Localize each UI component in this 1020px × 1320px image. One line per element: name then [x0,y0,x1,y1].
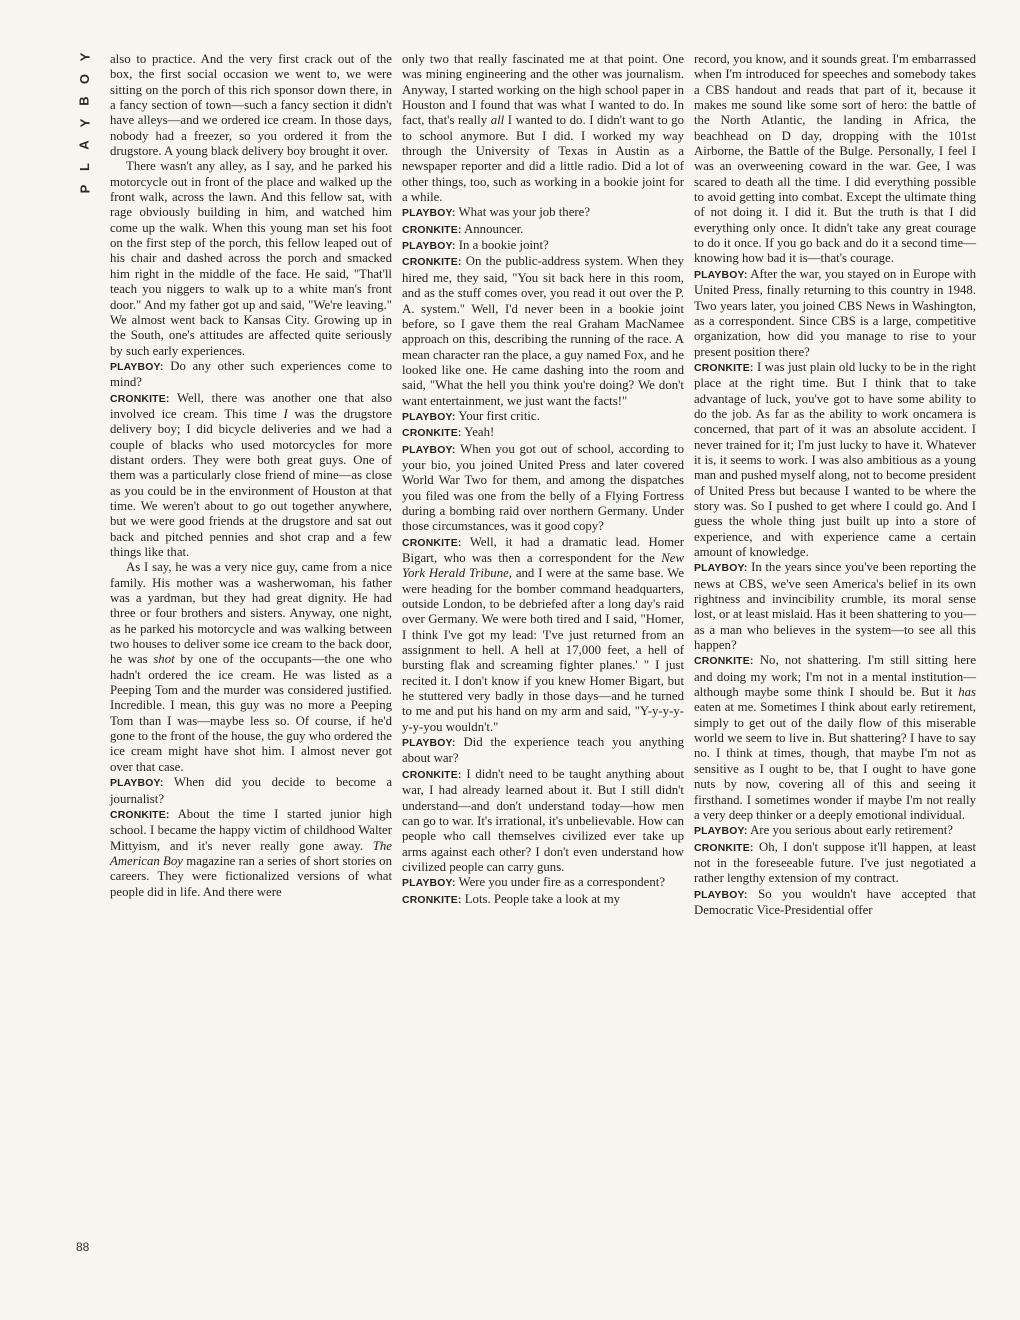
question-text: When you got out of school, according to your bio, you joined United Press and later covered World War Two for them, and among the dispatches you filed was one from the belly of a Flying Fortress during a bombing raid over northern Germany. Under those circumstances, was it good copy? [402,441,684,534]
italic-text: has [958,685,976,700]
question-text: Did the experience teach you anything about war? [402,735,684,766]
answer-text: About the time I started junior high school. I became the happy victim of childhood Walter Mittyism, and it's never really gone away. [110,806,392,853]
answer [694,653,976,823]
question [694,267,976,360]
italic-text: New York Herald Tribune, [402,551,684,581]
text-column-3 [694,52,976,918]
speaker-label: PLAYBOY: [402,208,456,220]
italic-text: I [283,406,288,421]
masthead-letter: O [77,73,92,85]
question [694,823,976,839]
paragraph: record, you know, and it sounds great. I'm embarrassed when I'm introduced for speeches and somebody takes a CBS handout and reads that part of it, because it makes me sound like some sort of hero: the battle of the North Atlantic, the landing in Africa, the beachhead on D day, dropping with the 101st Airborne, the Battle of the Bulge. Personally, I feel I was an overweening coward in the war. Gee, I was scared to death all the time. I did everything possible to avoid getting into combat. Except the ultimate thing of not doing it. I did it. But the truth is that I did everything only once. It didn't take any great courage to do it once. If you go back and do it a second time—knowing how bad it is—that's courage. [694,52,976,266]
speaker-label: CRONKITE: [694,656,754,668]
answer-text: I didn't need to be taught anything about war, I had already learned about it. But I still didn't understand—and don't understand today—how men can go to war. It's irrational, it's unbelievable. How can people who call themselves civilized ever take up arms against each other? I don't even understand how civilized people can carry guns. [402,766,685,874]
masthead-letter: Y [76,118,92,128]
masthead-letter: Y [76,52,92,62]
answer-text: Well, there was another one that also involved ice cream. This time [110,390,392,421]
answer-text: and I were at the same base. We were heading for the bomber command headquarters, outside London, to be debriefed after a long day's raid over Germany. We were both tired and I said, "Homer, I think I've got my lead: 'I've just returned from an assignment to hell. A hell at 17,000 feet, a hell of bursting flak and screaming fighter planes.' " I just recited it. I don't know if you knew Homer Bigart, but he stuttered very badly in those days—and he turned to me and put his hand on my arm and said, "Y-y-y-y-y-y-you wouldn't." [402,566,684,734]
speaker-label: PLAYBOY: [694,826,748,838]
speaker-label: PLAYBOY: [402,738,456,750]
question [402,442,684,535]
answer [402,222,684,238]
page-number: 88 [76,1240,90,1254]
answer [402,892,684,908]
italic-text: The American Boy [110,838,392,868]
paragraph-text: by one of the occupants—the one who hadn't ordered the ice cream. He was listed as a Peeping Tom and the murder was considered justified. Incredible. I mean, this guy was no more a Peeping Tom than I was—maybe less so. Of course, if he'd gone to the front of the house, the guy who ordered the ice cream might have shot him. I almost never got over that case. [110,652,392,774]
paragraph: There wasn't any alley, as I say, and he parked his motorcycle out in front of the place and walked up the front walk, across the lawn. And this fellow sat, with rage obviously building in him, and watched him come up the walk. When this young man set his foot on the first step of the porch, this fellow leaped out of his chair and dashed across the porch and smacked him right in the middle of the face. He said, "That'll teach you niggers to walk up to a white man's front door." And my father got up and said, "We're leaving." We almost went back to Kansas City. Growing up in the South, one's attitudes are affected quite seriously by such early experiences. [110,159,392,358]
answer [694,840,976,887]
speaker-label: PLAYBOY: [694,889,748,901]
question-text: In the years since you've been reporting the news at CBS, we've seen America's belief in its own rightness and invincibility crumble, its moral sense lost, or at least mislaid. Has it been shattering to you—as a man who believes in the system—to see all this happen? [694,560,976,653]
speaker-label: PLAYBOY: [694,269,748,281]
text-column-2 [402,52,684,908]
masthead-letter: A [76,140,92,150]
speaker-label: CRONKITE: [110,809,170,821]
speaker-label: CRONKITE: [694,842,754,854]
answer [402,254,684,408]
speaker-label: PLAYBOY: [110,361,164,373]
paragraph-text: As I say, he was a very nice guy, came from a nice family. His mother was a washerwoman, his father was a yardman, but they had great dignity. He had three or four brothers and sisters. Anyway, one night, as he parked his motorcycle and was walking between two houses to deliver some ice cream to the back door, he was [110,560,392,667]
question [110,359,392,391]
masthead-letter: L [76,163,92,171]
question-text: Do any other such experiences come to mind? [110,358,393,390]
italic-text: shot [153,652,175,667]
speaker-label: CRONKITE: [110,393,170,405]
question-text: After the war, you stayed on in Europe with United Press, finally returning to this country in 1948. Two years later, you joined CBS News in Washington, as a correspondent. Since CBS is a large, competitive organization, how did you manage to rise to your present position there? [694,266,976,359]
answer [402,425,684,441]
speaker-label: CRONKITE: [694,362,754,374]
speaker-label: PLAYBOY: [402,444,456,456]
answer [402,767,684,875]
question-text: What was your job there? [458,205,591,220]
answer [110,391,392,561]
answer-text: I was just plain old lucky to be in the right place at the right time. But I think that to take advantage of luck, you've got to have some ability to do the job. As far as the ability to work oncamera is concerned, that part of it was an absolute accident. I never trained for it; I'm just lucky to have it. Whatever it is, it seems to work. I was also ambitious as a young man and pushed myself along, not to become president of United Press but because I wanted to be where the story was. So I pushed to get where I could go. And I guess the whole thing just built up into a store of experience, and with experience came a certain amount of knowledge. [694,359,977,559]
speaker-label: PLAYBOY: [402,411,456,423]
paragraph: also to practice. And the very first crack out of the box, the first social occasion we went to, we were sitting on the porch of this rich sponsor down there, in a fancy section of town—such a fancy section it didn't have alleys—and we ordered ice cream. In those days, nobody had a freezer, so you ordered it from the drugstore. A young black delivery boy brought it over. [110,52,392,159]
masthead-letter: B [76,96,92,106]
text-column-1 [110,52,392,900]
speaker-label: CRONKITE: [402,428,462,440]
paragraph-text: only two that really fascinated me at that point. One was mining engineering and the other was journalism. Anyway, I started working on the high school paper in Houston and I found that was what I wanted to do. In fact, that's really [402,52,684,128]
answer-text: was the drugstore delivery boy; I did bicycle deliveries and we had a couple of blacks who used motorcycles for more distant orders. They were both great guys. One of them was a particularly close friend of mine—as close as you could be in the environment of Houston at that time. We weren't about to go out together anywhere, but we were good friends at the drugstore and sat out back and pitched pennies and shot crap and a few things like that. [110,406,392,559]
speaker-label: PLAYBOY: [402,241,456,253]
paragraph-text: I wanted to do. I didn't want to go to school anymore. But I did. I worked my way through the University of Texas in Austin as a newspaper reporter and did a little radio. Did a lot of other things, too, such as working in a bookie joint for a while. [402,113,684,205]
answer-text: Well, it had a dramatic lead. Homer Bigart, who was then a correspondent for the [402,534,684,565]
answer-text: Lots. People take a look at my [464,891,621,906]
speaker-label: CRONKITE: [402,537,462,549]
masthead-letter: P [76,184,92,194]
speaker-label: PLAYBOY: [402,878,456,890]
question [402,238,684,254]
answer-text: Oh, I don't suppose it'll happen, at least not in the foreseeable future. I've just negotiated a rather lengthy extension of my contract. [694,839,976,886]
answer-text: Announcer. [464,221,524,236]
question [694,887,976,919]
speaker-label: CRONKITE: [402,894,462,906]
question [110,775,392,807]
answer-text: Yeah! [464,425,495,440]
question [402,875,684,891]
question-text: When did you decide to become a journalist? [110,775,392,806]
question-text: Were you under fire as a correspondent? [458,875,665,890]
question [402,735,684,767]
question [402,205,684,221]
speaker-label: CRONKITE: [402,257,462,269]
answer-text: On the public-address system. When they hired me, they said, "You sit back here in this room, and as the stuff comes over, you read it out over the P. A. system." Well, I'd never been in a bookie joint before, so I gave them the real Graham MacNamee approach on this, describing the running of the race. A mean character ran the place, a guy named Fox, and he looked like one. He came dashing into the room and said, "What the hell you think you're doing? We don't want entertainment, we just want the facts!" [402,254,685,408]
masthead [78,46,92,200]
answer [110,807,392,900]
speaker-label: PLAYBOY: [694,563,748,575]
question [694,560,976,653]
speaker-label: CRONKITE: [402,769,462,781]
question-text: Your first critic. [458,408,540,423]
question [402,409,684,425]
speaker-label: CRONKITE: [402,224,462,236]
answer [402,535,684,735]
speaker-label: PLAYBOY: [110,778,164,790]
question-text: Are you serious about early retirement? [750,823,953,838]
answer-text: magazine ran a series of short stories on careers. They were fictionalized versions of what people did in life. And there were [110,853,392,899]
answer-text: No, not shattering. I'm still sitting here and doing my work; I'm not in a mental institution—although maybe some think I should be. But it [694,653,977,700]
answer [694,360,976,560]
question-text: So you wouldn't have accepted that Democratic Vice-Presidential offer [694,886,976,917]
question-text: In a bookie joint? [458,238,549,253]
paragraph [110,560,392,775]
paragraph [402,52,684,205]
answer-text: eaten at me. Sometimes I think about early retirement, simply to get out of the daily flow of this miserable world we seem to live in. But shattering? I have to say no. I think at times, though, that maybe I'm not as sensitive as I ought to be, that I ought to have gone nuts by now, covering all of this and seeing it firsthand. I sometimes wonder if maybe I'm not really a very deep thinker or a deeply emotional individual. [694,700,976,822]
italic-text: all [490,113,505,128]
